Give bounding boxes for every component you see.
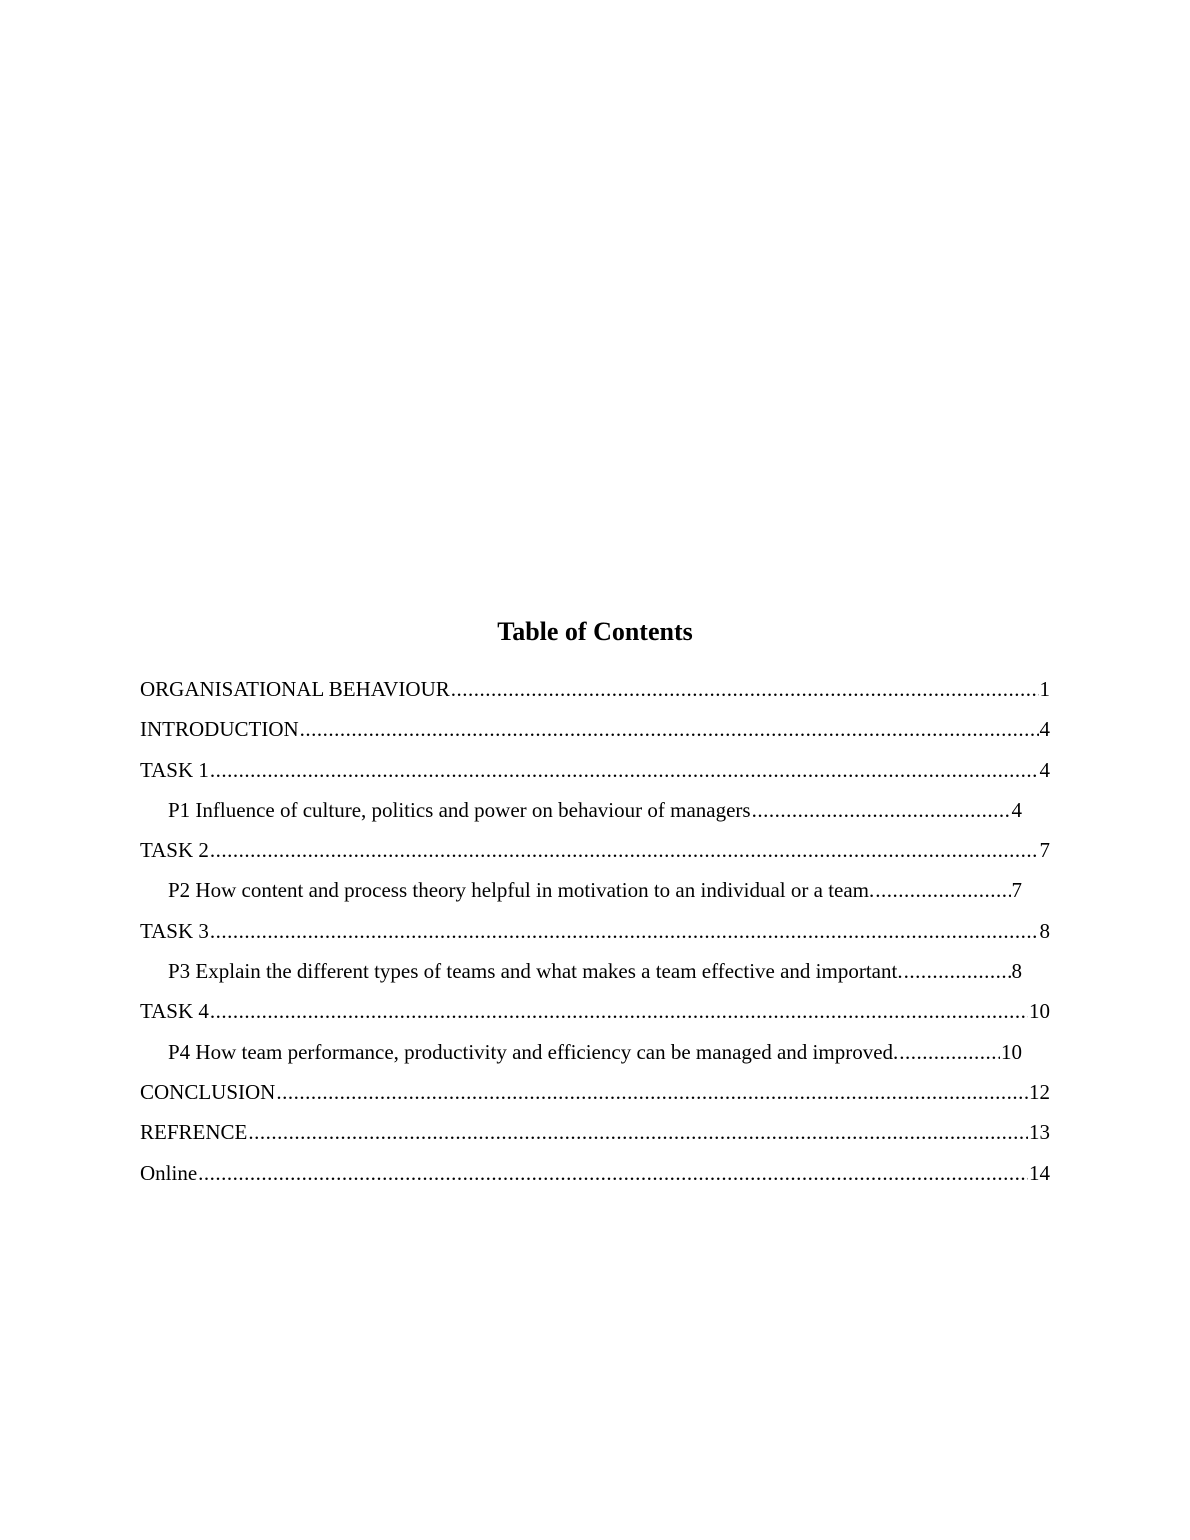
toc-entry-task-1[interactable] (140, 755, 1050, 795)
toc-leader-dots (276, 1077, 1028, 1107)
toc-entry-page: 4 (1011, 797, 1022, 822)
toc-entry-label: REFRENCE (140, 1120, 248, 1145)
toc-entry-conclusion[interactable] (140, 1077, 1050, 1117)
toc-entry-task-3[interactable] (140, 916, 1050, 956)
toc-leader-dots (210, 835, 1039, 865)
toc-entry-page: 10 (1029, 999, 1050, 1024)
toc-entry-page: 8 (1011, 959, 1022, 984)
toc-entry-online[interactable] (140, 1158, 1050, 1198)
toc-entry-page: 4 (1039, 757, 1050, 782)
toc-entry-label: Online (140, 1160, 198, 1185)
toc-leader-dots (904, 956, 1011, 986)
toc-entry-refrence[interactable] (140, 1117, 1050, 1157)
toc-leader-dots (198, 1158, 1028, 1188)
toc-entry-label: TASK 3 (140, 918, 209, 943)
toc-leader-dots (875, 875, 1010, 905)
toc-entry-p2[interactable] (140, 875, 1022, 915)
toc-entry-label: INTRODUCTION (140, 717, 299, 742)
toc-entry-p1[interactable] (140, 795, 1022, 835)
toc-entry-page: 7 (1039, 838, 1050, 863)
toc-entry-page: 8 (1039, 918, 1050, 943)
toc-leader-dots (210, 755, 1039, 785)
toc-entry-label: TASK 4 (140, 999, 209, 1024)
toc-entry-page: 13 (1029, 1120, 1050, 1145)
toc-entry-label: TASK 1 (140, 757, 209, 782)
toc-title: Table of Contents (497, 617, 693, 646)
toc-entry-page: 10 (1001, 1039, 1022, 1064)
toc-leader-dots (248, 1117, 1028, 1147)
toc-entry-organisational-behaviour[interactable] (140, 674, 1050, 714)
toc-entry-page: 14 (1029, 1160, 1050, 1185)
toc-entry-label: TASK 2 (140, 838, 209, 863)
toc-entry-task-2[interactable] (140, 835, 1050, 875)
toc-entry-label: P3 Explain the different types of teams and what makes a team effective and important. (168, 959, 903, 984)
toc-entry-label: ORGANISATIONAL BEHAVIOUR (140, 677, 450, 701)
toc-entry-page: 12 (1029, 1079, 1050, 1104)
toc-entry-label: CONCLUSION (140, 1079, 276, 1104)
toc-leader-dots (752, 795, 1011, 825)
toc-entry-label: P2 How content and process theory helpful in motivation to an individual or a team. (168, 878, 875, 903)
toc-leader-dots (210, 996, 1028, 1026)
toc-entry-page: 4 (1039, 717, 1050, 742)
toc-list (140, 674, 1050, 1198)
toc-entry-label: P4 How team performance, productivity and efficiency can be managed and improved. (168, 1039, 899, 1064)
toc-entry-task-4[interactable] (140, 996, 1050, 1036)
toc-entry-page: 1 (1039, 677, 1050, 701)
toc-entry-page: 7 (1011, 878, 1022, 903)
toc-leader-dots (451, 674, 1039, 704)
toc-entry-p4[interactable] (140, 1037, 1022, 1077)
toc-entry-label: P1 Influence of culture, politics and power on behaviour of managers (168, 797, 751, 822)
toc-leader-dots (300, 714, 1039, 744)
toc-entry-p3[interactable] (140, 956, 1022, 996)
toc-entry-introduction[interactable] (140, 714, 1050, 754)
toc-leader-dots (899, 1037, 1000, 1067)
toc-leader-dots (210, 916, 1039, 946)
